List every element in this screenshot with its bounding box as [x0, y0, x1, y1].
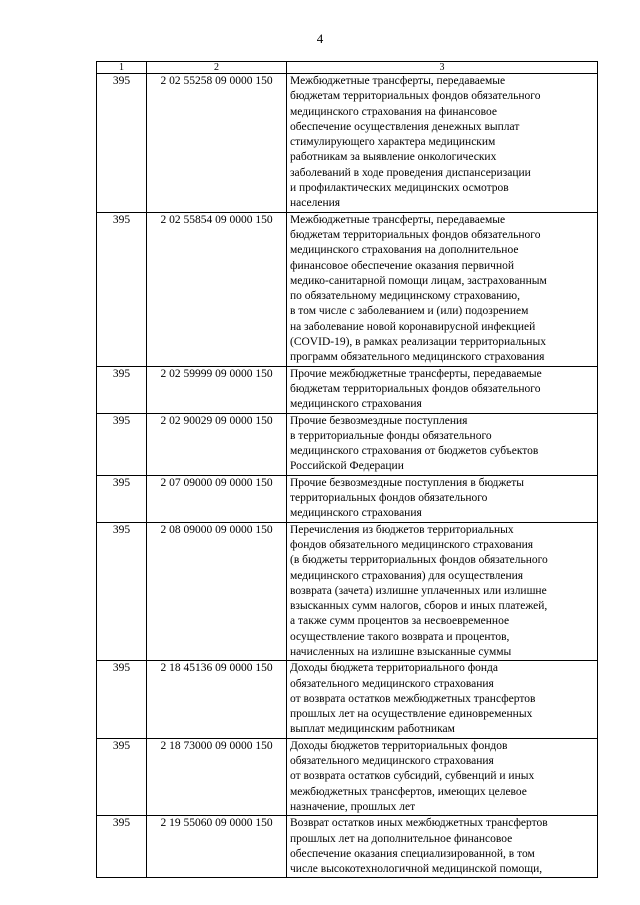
description-cell	[287, 413, 598, 475]
description-cell	[287, 661, 598, 738]
description-line: Российской Федерации	[290, 460, 404, 473]
admin-code-cell: 395	[97, 661, 147, 738]
description-cell	[287, 475, 598, 522]
description-line: назначение, прошлых лет	[290, 800, 416, 813]
description-line: медицинского страхования на дополнительное	[290, 244, 519, 257]
table-header-row	[97, 62, 598, 74]
description-line: Доходы бюджетов территориальных фондов	[290, 739, 508, 752]
description-line: по обязательному медицинскому страхованию,	[290, 290, 521, 303]
budget-code-cell: 2 02 55258 09 0000 150	[147, 74, 287, 213]
budget-code-cell: 2 07 09000 09 0000 150	[147, 475, 287, 522]
admin-code-cell: 395	[97, 366, 147, 413]
description-line: Прочие безвозмездные поступления	[290, 414, 468, 427]
description-line: фондов обязательного медицинского страхования	[290, 538, 534, 551]
table-row	[97, 738, 598, 815]
description-line: (в бюджеты территориальных фондов обязательного	[290, 554, 548, 567]
table-row	[97, 366, 598, 413]
description-cell	[287, 74, 598, 213]
description-line: и профилактических медицинских осмотров	[290, 182, 509, 195]
description-cell	[287, 738, 598, 815]
description-line: территориальных фондов обязательного	[290, 492, 488, 505]
budget-code-cell: 2 02 59999 09 0000 150	[147, 366, 287, 413]
budget-code-cell: 2 02 55854 09 0000 150	[147, 212, 287, 366]
description-line: работникам за выявление онкологических	[290, 151, 497, 164]
header-col-3: 3	[287, 62, 598, 74]
description-line: бюджетам территориальных фондов обязательного	[290, 90, 541, 103]
table-row	[97, 816, 598, 878]
description-line: Прочие безвозмездные поступления в бюджеты	[290, 476, 525, 489]
admin-code-cell: 395	[97, 212, 147, 366]
description-line: а также сумм процентов за несвоевременное	[290, 615, 510, 628]
description-line: медицинского страхования от бюджетов субъектов	[290, 445, 539, 458]
description-line: Возврат остатков иных межбюджетных трансфертов	[290, 817, 548, 830]
admin-code-cell: 395	[97, 816, 147, 878]
budget-code-cell: 2 18 45136 09 0000 150	[147, 661, 287, 738]
description-line: межбюджетных трансфертов, имеющих целевое	[290, 785, 527, 798]
description-line: обязательного медицинского страхования	[290, 677, 494, 690]
description-line: в территориальные фонды обязательного	[290, 429, 492, 442]
description-line: заболеваний в ходе проведения диспансеризации	[290, 166, 531, 179]
description-line: медицинского страхования	[290, 507, 422, 520]
admin-code-cell: 395	[97, 738, 147, 815]
description-line: выплат медицинским работникам	[290, 723, 455, 736]
description-line: начисленных на излишне взысканные суммы	[290, 645, 512, 658]
description-cell	[287, 212, 598, 366]
description-line: обязательного медицинского страхования	[290, 755, 494, 768]
description-line: программ обязательного медицинского страхования	[290, 351, 545, 364]
table-row	[97, 475, 598, 522]
table-row	[97, 74, 598, 213]
page-number: 4	[316, 31, 324, 46]
description-line: бюджетам территориальных фондов обязательного	[290, 382, 541, 395]
admin-code-cell: 395	[97, 475, 147, 522]
description-line: Доходы бюджета территориального фонда	[290, 662, 499, 675]
budget-code-cell: 2 08 09000 09 0000 150	[147, 522, 287, 661]
description-line: обеспечение оказания специализированной, в том	[290, 847, 535, 860]
description-line: обеспечение осуществления денежных выплат	[290, 120, 520, 133]
description-line: осуществление такого возврата и процентов,	[290, 630, 510, 643]
admin-code-cell: 395	[97, 74, 147, 213]
description-line: финансовое обеспечение оказания первичной	[290, 259, 515, 272]
description-line: Межбюджетные трансферты, передаваемые	[290, 213, 506, 226]
description-line: медицинского страхования на финансовое	[290, 105, 498, 118]
description-cell	[287, 522, 598, 661]
description-line: прошлых лет на осуществление единовременных	[290, 708, 533, 721]
description-line: (COVID-19), в рамках реализации территориальных	[290, 336, 546, 349]
admin-code-cell: 395	[97, 522, 147, 661]
description-line: числе высокотехнологичной медицинской помощи,	[290, 863, 543, 876]
description-cell	[287, 366, 598, 413]
admin-code-cell: 395	[97, 413, 147, 475]
description-line: Перечисления из бюджетов территориальных	[290, 523, 514, 536]
description-line: бюджетам территориальных фондов обязательного	[290, 228, 541, 241]
description-line: от возврата остатков субсидий, субвенций и иных	[290, 770, 535, 783]
table-row	[97, 661, 598, 738]
table-row	[97, 413, 598, 475]
header-col-1: 1	[97, 62, 147, 74]
description-line: от возврата остатков межбюджетных трансфертов	[290, 692, 536, 705]
description-line: в том числе с заболеванием и (или) подозрением	[290, 305, 529, 318]
description-line: возврата (зачета) излишне уплаченных или излишне	[290, 584, 547, 597]
description-line: взысканных сумм налогов, сборов и иных платежей,	[290, 600, 548, 613]
header-col-2: 2	[147, 62, 287, 74]
description-line: прошлых лет на дополнительное финансовое	[290, 832, 513, 845]
table-row	[97, 522, 598, 661]
table-row	[97, 212, 598, 366]
description-line: населения	[290, 197, 341, 210]
description-line: медико-санитарной помощи лицам, застрахованным	[290, 274, 547, 287]
description-line: медицинского страхования	[290, 398, 422, 411]
budget-code-cell: 2 18 73000 09 0000 150	[147, 738, 287, 815]
budget-code-cell: 2 02 90029 09 0000 150	[147, 413, 287, 475]
description-line: Межбюджетные трансферты, передаваемые	[290, 75, 506, 87]
description-line: на заболевание новой коронавирусной инфекцией	[290, 320, 536, 333]
budget-code-cell: 2 19 55060 09 0000 150	[147, 816, 287, 878]
description-line: стимулирующего характера медицинским	[290, 136, 496, 149]
budget-codes-table	[96, 61, 598, 878]
description-cell	[287, 816, 598, 878]
description-line: Прочие межбюджетные трансферты, передаваемые	[290, 367, 542, 380]
description-line: медицинского страхования) для осуществления	[290, 569, 524, 582]
